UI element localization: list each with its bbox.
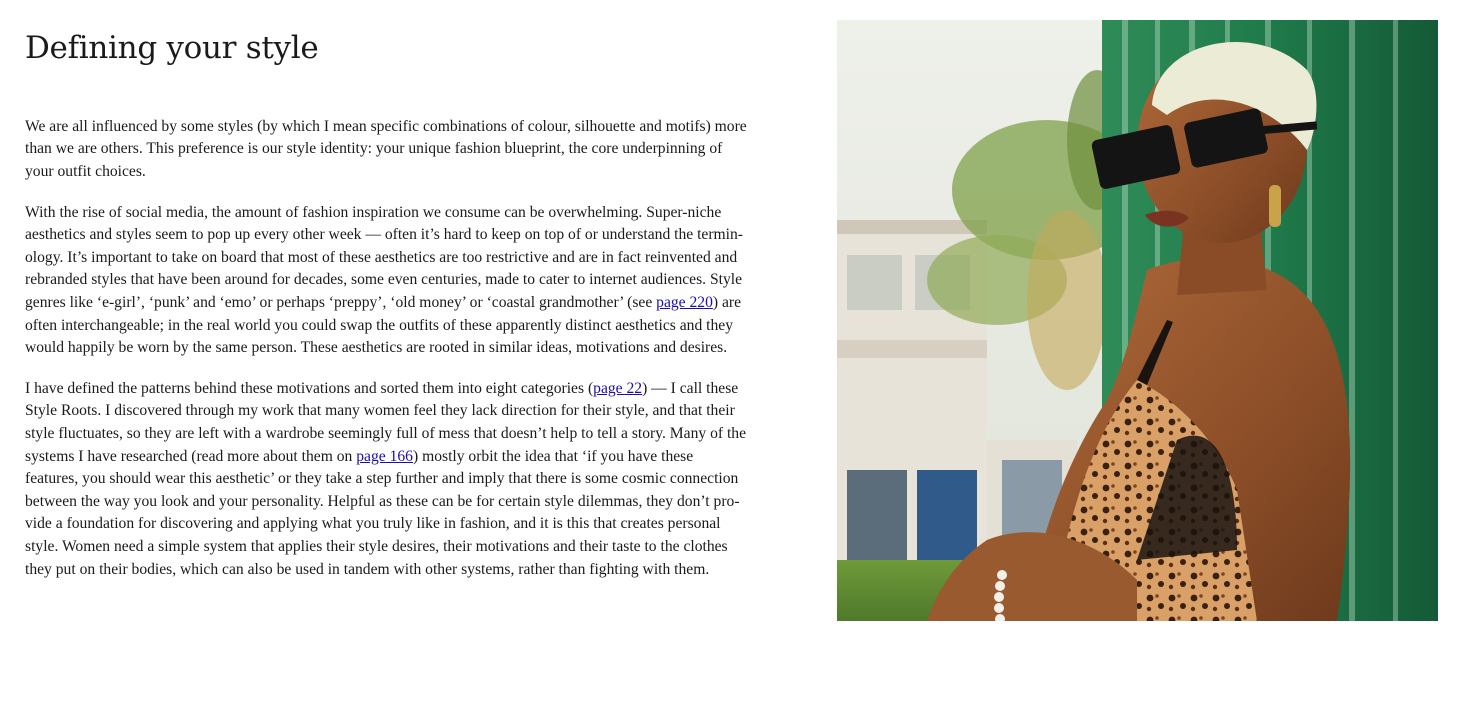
paragraph-2-text-a: With the rise of social media, the amount of fashion inspiration we consume can be overwhelming. Super-niche aesthetics and styles seem to pop up every other week — often it’s hard to keep on top of or understand the terminology. It’s important to take on board that most of these aesthetics are too restrictive and are in fact reinvented and rebranded styles that have been around for decades, some even centuries, made to cater to internet audiences. Style genres like ‘e-girl’, ‘punk’ and ‘emo’ or perhaps ‘preppy’, ‘old money’ or ‘coastal grandmother’ (see — [25, 203, 743, 311]
paragraph-3 — [25, 378, 747, 581]
page-title: Defining your style — [25, 30, 319, 66]
paragraph-2-text-b: ) are often interchangeable; in the real world you could swap the outfits of these apparently distinct aesthetics and they would happily be worn by the same person. These aesthetics are rooted in similar ideas, motivations and desires. — [25, 294, 742, 357]
fashion-photo — [837, 20, 1438, 621]
link-page-166[interactable]: page 166 — [356, 447, 413, 465]
paragraph-1: We are all influenced by some styles (by which I mean specific combinations of colour, silhouette and motifs) more than we are others. This preference is our style identity: your unique fashion blueprint, the core underpinning of your outfit choices. — [25, 117, 747, 181]
article — [25, 28, 747, 599]
paragraph-3-text-c: ) mostly orbit the idea that ‘if you have these features, you should wear this aesthetic’ or they take a step further and imply that there is some cosmic connection between the way you look and your personality. Helpful as these can be for certain style dilemmas, they don’t provide a foundation for discovering and applying what you truly like in fashion, and it is this that creates personal style. Women need a simple system that applies their style desires, their motivations and their taste to the clothes they put on their bodies, which can also be used in tandem with other systems, rather than fighting with them. — [25, 447, 740, 578]
paragraph-3-text-a: I have defined the patterns behind these motivations and sorted them into eight categories ( — [25, 379, 594, 397]
paragraph-2 — [25, 202, 747, 360]
link-page-220[interactable]: page 220 — [656, 294, 713, 311]
link-page-22[interactable]: page 22 — [593, 379, 643, 397]
paragraph-3-text-b: ) — I call these Style Roots. I discovered through my work that many women feel they lack direction for their style, and that their style fluctuates, so they are left with a wardrobe seemingly full of mess that doesn’t help to tell a story. Many of the systems I have researched (read more about them on — [25, 379, 747, 465]
